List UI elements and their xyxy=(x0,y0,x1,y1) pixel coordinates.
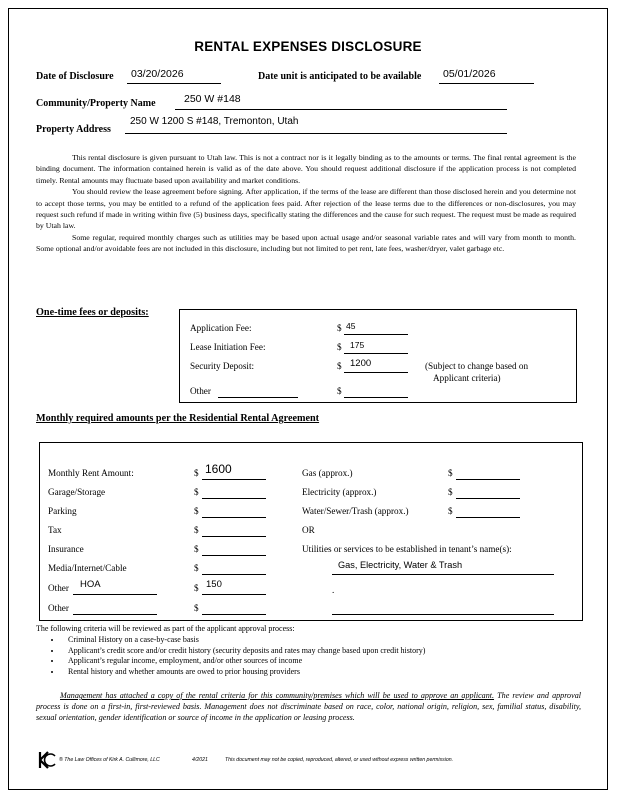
lease-fee-label: Lease Initiation Fee: xyxy=(190,342,266,352)
available-line xyxy=(439,83,534,84)
rent-field[interactable]: 1600 xyxy=(205,462,232,476)
criteria-item: • Applicant’s regular income, employment, and/or other sources of income xyxy=(62,656,602,667)
media-label: Media/Internet/Cable xyxy=(48,563,127,573)
date-line xyxy=(127,83,221,84)
other-charge-name-field[interactable]: HOA xyxy=(80,579,101,590)
dollar-sign: $ xyxy=(448,506,453,516)
or-label: OR xyxy=(302,525,315,535)
other-fee-name-line xyxy=(218,397,298,398)
closing-statement xyxy=(36,691,581,723)
garage-label: Garage/Storage xyxy=(48,487,106,497)
closing-rest: The review and approval process is done on a first-in, first-reviewed basis. Management does not discriminate based on race, color, national origin, religion, sex, familial status, disability, sexual orientation, gender identification or source of income in the application or leasing process. xyxy=(36,691,581,722)
electricity-label: Electricity (approx.) xyxy=(302,487,377,497)
utilities-line-1 xyxy=(332,574,554,575)
media-line xyxy=(202,574,266,575)
application-fee-label: Application Fee: xyxy=(190,323,252,333)
utilities-label: Utilities or services to be established in tenant’s name(s): xyxy=(302,544,512,554)
dollar-sign: $ xyxy=(194,468,199,478)
dollar-sign: $ xyxy=(337,323,342,333)
application-fee-field[interactable]: 45 xyxy=(346,321,356,331)
one-time-box xyxy=(179,309,577,403)
subject-to-change-note: (Subject to change based on xyxy=(425,361,529,371)
other-charge-2-name-line xyxy=(73,614,157,615)
dollar-sign: $ xyxy=(194,506,199,516)
gas-label: Gas (approx.) xyxy=(302,468,353,478)
stray-mark: . xyxy=(332,585,335,595)
other-charge-field[interactable]: 150 xyxy=(206,579,222,590)
footer-version: 4/2021 xyxy=(192,757,208,763)
address-line xyxy=(125,133,507,134)
community-line xyxy=(175,109,507,110)
dollar-sign: $ xyxy=(337,386,342,396)
applicant-criteria-note: Applicant criteria) xyxy=(433,373,501,383)
security-deposit-label: Security Deposit: xyxy=(190,361,255,371)
paragraph-3: Some regular, required monthly charges such as utilities may be based upon actual usage and/or seasonal variable rates and will vary from month to month. Some optional and/or avoidable fees are not included in this disclosure, including but not limited to pet rent, late fees, washer/dryer, valet garbage etc. xyxy=(36,232,576,254)
paragraph-1: This rental disclosure is given pursuant to Utah law. This is not a contract nor is it legally binding as to the amounts or terms. The final rental agreement is the binding document. The information contained herein is valid as of the date above. You should request additional disclosure if the application process is not completed timely. Rental amounts may fluctuate based upon availability and market conditions. xyxy=(36,153,576,185)
dollar-sign: $ xyxy=(194,525,199,535)
community-field[interactable]: 250 W #148 xyxy=(184,93,241,105)
address-field[interactable]: 250 W 1200 S #148, Tremonton, Utah xyxy=(130,116,299,127)
other-charge-line xyxy=(202,594,266,595)
available-field[interactable]: 05/01/2026 xyxy=(443,68,496,80)
electricity-line xyxy=(456,498,520,499)
one-time-heading: One-time fees or deposits: xyxy=(36,307,149,318)
disclosure-text xyxy=(36,152,576,255)
criteria-item: • Rental history and whether amounts are owed to prior housing providers xyxy=(62,667,602,678)
other-charge-2-label: Other xyxy=(48,603,69,613)
water-line xyxy=(456,517,520,518)
available-label: Date unit is anticipated to be available xyxy=(258,71,422,82)
security-deposit-line xyxy=(344,372,408,373)
dollar-sign: $ xyxy=(448,468,453,478)
garage-line xyxy=(202,498,266,499)
dollar-sign: $ xyxy=(194,487,199,497)
rent-line xyxy=(202,479,266,480)
utilities-field[interactable]: Gas, Electricity, Water & Trash xyxy=(338,560,463,570)
other-fee-label: Other xyxy=(190,386,211,396)
community-label: Community/Property Name xyxy=(36,98,156,109)
law-office-logo xyxy=(35,749,57,771)
parking-label: Parking xyxy=(48,506,77,516)
dollar-sign: $ xyxy=(194,603,199,613)
footer-notice: This document may not be copied, reproduced, altered, or used without express written permission. xyxy=(225,757,454,763)
criteria-item: • Applicant’s credit score and/or credit history (security deposits and rates may change based upon credit history) xyxy=(62,646,602,657)
other-charge-label: Other xyxy=(48,583,69,593)
criteria-list xyxy=(36,635,602,677)
security-deposit-field[interactable]: 1200 xyxy=(350,358,372,369)
insurance-label: Insurance xyxy=(48,544,84,554)
closing-underlined: Management has attached a copy of the rental criteria for this community/premises which will be used to approve an applicant. xyxy=(60,691,495,700)
criteria-intro: The following criteria will be reviewed as part of the applicant approval process: xyxy=(36,624,295,633)
disclosure-page xyxy=(8,8,608,790)
parking-line xyxy=(202,517,266,518)
other-charge-name-line xyxy=(73,594,157,595)
paragraph-2: You should review the lease agreement before signing. After application, if the terms of the lease are different than those disclosed herein and you determine not to accept those terms, you may be entitled to a refund of the application fees paid. After rejection of the lease terms due to the differences or non-disclosures, you may request such refund if made in writing within five (5) business days, specifically stating the differences and the cause for such request. The request must be made as required by Utah law. xyxy=(36,187,576,231)
dollar-sign: $ xyxy=(448,487,453,497)
utilities-line-2 xyxy=(332,614,554,615)
monthly-box xyxy=(39,442,583,621)
rent-label: Monthly Rent Amount: xyxy=(48,468,134,478)
lease-fee-line xyxy=(344,353,408,354)
insurance-line xyxy=(202,555,266,556)
other-fee-line xyxy=(344,397,408,398)
dollar-sign: $ xyxy=(194,563,199,573)
criteria-item: • Criminal History on a case-by-case basis xyxy=(62,635,602,646)
dollar-sign: $ xyxy=(194,583,199,593)
page-title: RENTAL EXPENSES DISCLOSURE xyxy=(194,39,422,54)
other-charge-2-line xyxy=(202,614,266,615)
date-label: Date of Disclosure xyxy=(36,71,114,82)
footer-firm: ® The Law Offices of Kirk A. Cullimore, LLC xyxy=(59,757,160,763)
gas-line xyxy=(456,479,520,480)
monthly-heading: Monthly required amounts per the Residential Rental Agreement xyxy=(36,413,320,424)
dollar-sign: $ xyxy=(194,544,199,554)
application-fee-line xyxy=(344,334,408,335)
date-field[interactable]: 03/20/2026 xyxy=(131,68,184,80)
water-label: Water/Sewer/Trash (approx.) xyxy=(302,506,409,516)
dollar-sign: $ xyxy=(337,361,342,371)
lease-fee-field[interactable]: 175 xyxy=(350,340,365,350)
tax-line xyxy=(202,536,266,537)
dollar-sign: $ xyxy=(337,342,342,352)
tax-label: Tax xyxy=(48,525,62,535)
address-label: Property Address xyxy=(36,124,111,135)
